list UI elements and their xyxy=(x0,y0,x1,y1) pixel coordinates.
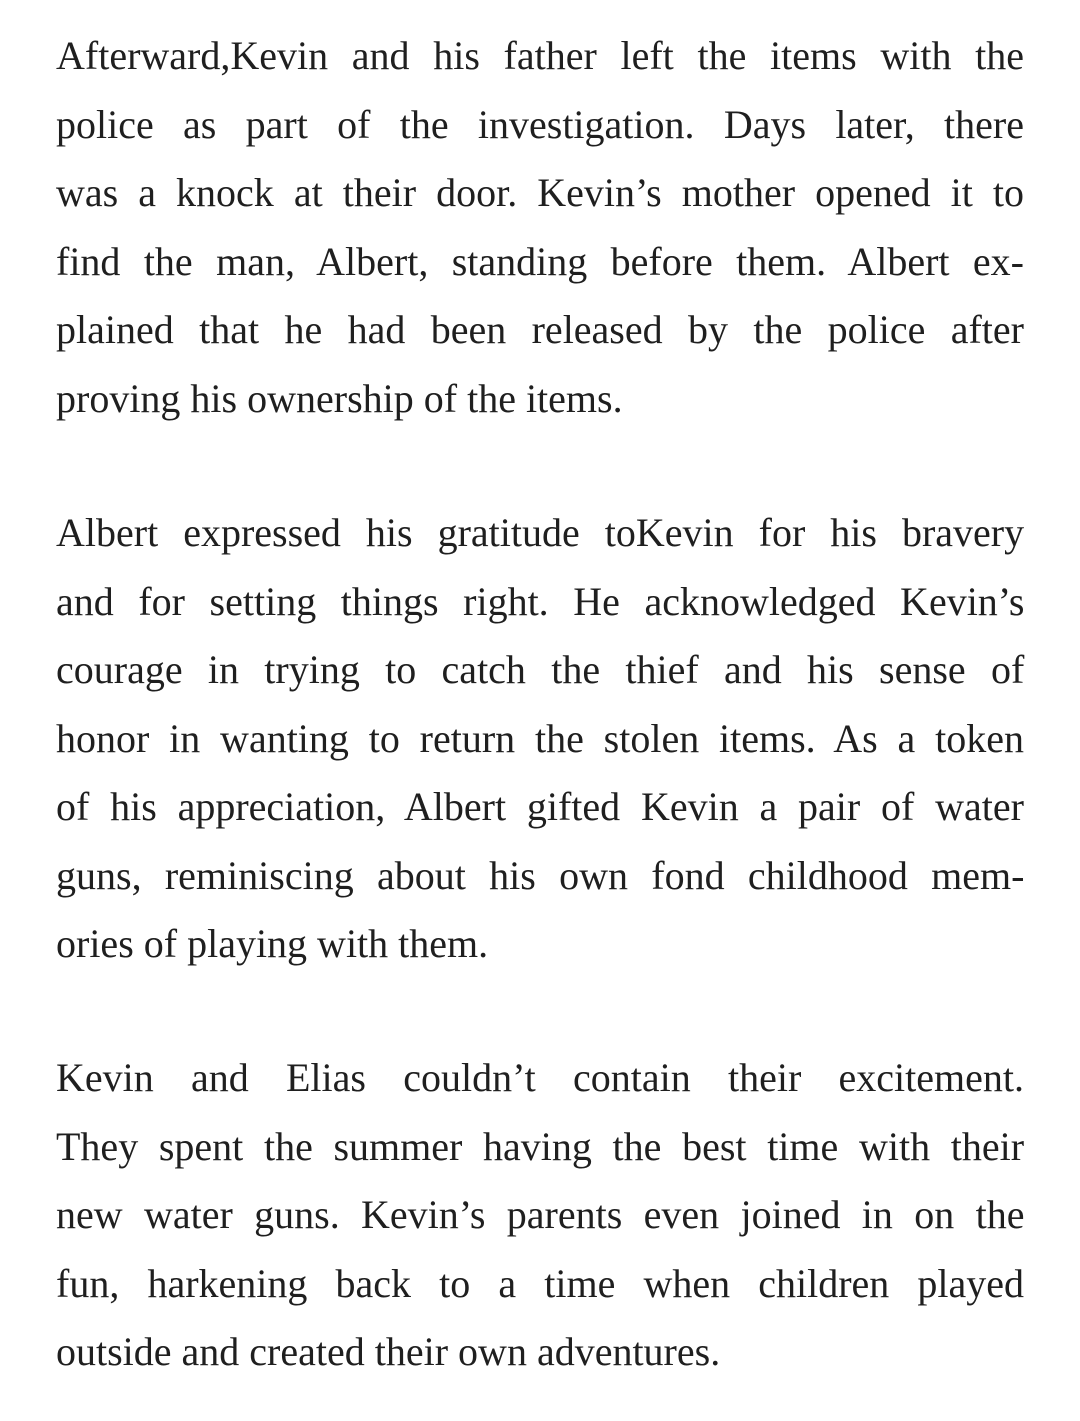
text-line: courage in trying to catch the thief and his sense of xyxy=(56,647,1025,692)
paragraph-2 xyxy=(56,499,1024,979)
text-line: ories of playing with them. xyxy=(56,921,489,966)
text-line: Kevin and Elias couldn’t contain their excitement. xyxy=(56,1055,1024,1100)
paragraph-3 xyxy=(56,1044,1024,1387)
text-line: guns, reminiscing about his own fond childhood mem- xyxy=(56,852,1025,898)
paragraph-1 xyxy=(56,22,1024,433)
text-line: proving his ownership of the items. xyxy=(56,375,623,421)
text-line: outside and created their own adventures. xyxy=(56,1329,721,1374)
text-line: Albert expressed his gratitude toKevin for his bravery xyxy=(56,510,1025,555)
text-line: police as part of the investigation. Days later, there xyxy=(56,101,1024,147)
text-line: fun, harkening back to a time when children played xyxy=(56,1260,1025,1306)
text-line: Afterward,Kevin and his father left the items with the xyxy=(56,33,1024,78)
text-line: was a knock at their door. Kevin’s mother opened it to xyxy=(56,170,1024,215)
text-line: honor in wanting to return the stolen items. As a token xyxy=(56,715,1024,761)
text-line: and for setting things right. He acknowledged Kevin’s xyxy=(56,578,1025,624)
text-line: find the man, Albert, standing before them. Albert ex- xyxy=(56,238,1024,284)
text-line: plained that he had been released by the police after xyxy=(56,307,1024,352)
text-line: new water guns. Kevin’s parents even joined in on the xyxy=(56,1192,1025,1237)
text-line: of his appreciation, Albert gifted Kevin a pair of water xyxy=(56,784,1024,829)
text-line: They spent the summer having the best time with their xyxy=(56,1123,1025,1169)
